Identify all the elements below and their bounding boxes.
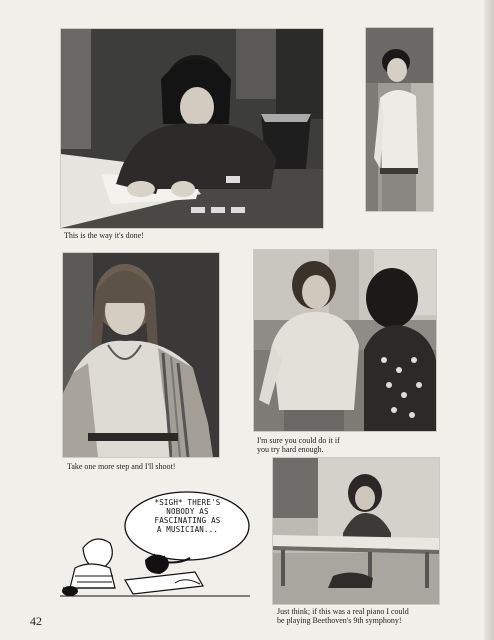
photo-boy-standing: [366, 28, 433, 211]
caption-two-girls: I'm sure you could do it if you try hard enough.: [257, 436, 340, 454]
caption-piano: Just think; if this was a real piano I could be playing Beethoven's 9th symphony!: [277, 607, 409, 625]
speech-line-3: FASCINATING AS: [154, 516, 221, 525]
page-edge: [484, 0, 494, 640]
caption-portrait: Take one more step and I'll shoot!: [67, 462, 176, 471]
photo-two-girls-talking: [254, 250, 436, 431]
speech-line-2: NOBODY AS: [166, 507, 209, 516]
speech-line-4: A MUSICIAN...: [156, 525, 219, 534]
caption-writing: This is the way it's done!: [64, 231, 144, 240]
cartoon-speech-bubble: [140, 498, 235, 534]
photo-girl-portrait: [63, 253, 219, 457]
page-number: 42: [30, 614, 42, 628]
cartoon-illustration: [55, 488, 255, 606]
photo-girl-writing: [61, 29, 323, 228]
speech-line-1: *SIGH* THERE'S: [154, 498, 221, 507]
photo-girl-piano: [273, 458, 439, 604]
